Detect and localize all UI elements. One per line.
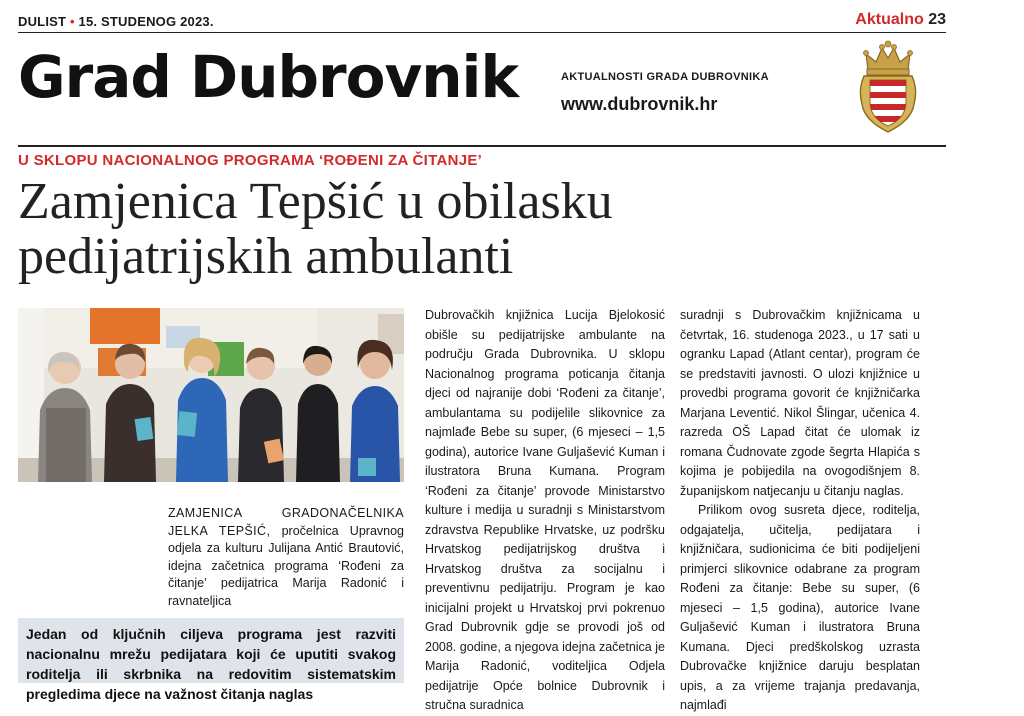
article-column-2	[425, 306, 665, 712]
separator-dot: •	[66, 14, 79, 29]
publication-info	[18, 14, 214, 29]
headline-line-2: pedijatrijskih ambulanti	[18, 228, 514, 285]
pull-quote: Jedan od ključnih ciljeva programa jest razviti nacionalnu mrežu pedijatara koji će uputiti svakog roditelja ili skrbnika na redovitim sistematskim pregledima djece na važnost čitanja naglas	[18, 618, 404, 683]
masthead-title: Grad Dubrovnik	[18, 43, 519, 111]
article-kicker: U SKLOPU NACIONALNOG PROGRAMA ‘ROĐENI ZA ČITANJE’	[18, 152, 483, 169]
column-2-text: Dubrovačkih knjižnica Lucija Bjelokosić obišle su pedijatrijske ambulante na području Grada Dubrovnika. U sklopu Nacionalnog programa poticanja čitanja djeci od najranije dobi ‘Rođeni za čitanje’, ambulantama su podijelile slikovnice za najmlađe Bebe su super, (6 mjeseci – 1,5 godina), autorice Ivane Guljašević Kuman i ilustratora Bruna Kumana. Program ‘Rođeni za čitanje’ provode Ministarstvo kulture i medija u suradnji s Ministarstvom zdravstva Republike Hrvatske, uz podršku Hrvatskog pedijatrijskog društva i Hrvatskog društva za socijalnu i preventivnu pedijatriju. Program je kao inicijalni projekt u Hrvatskoj prvi pokrenuo Grad Dubrovnik gdje se provodi još od 2008. godine, a njegova idejna začetnica je Marija Radonić, voditeljica Odjela pedijatrije Opće bolnice Dubrovnik i stručna suradnica	[425, 308, 665, 712]
website-link[interactable]: www.dubrovnik.hr	[561, 94, 718, 114]
masthead-divider	[18, 145, 946, 147]
headline-line-1: Zamjenica Tepšić u obilasku	[18, 173, 613, 230]
section-name: Aktualno	[855, 11, 924, 28]
article-photo	[18, 308, 404, 482]
photo-caption	[168, 505, 404, 610]
column-3-paragraph-1: suradnji s Dubrovačkim knjižnicama u četvrtak, 16. studenoga 2023., u 17 sati u ogranku Lapad (Atlant centar), program će se predstaviti javnosti. O ulozi knjižnice u provedbi programa govorit će knjižničarka Marjana Leventić. Nikol Šlingar, učenica 4. razreda OŠ Lapad čitat će ulomak iz romana Čudnovate zgode šegrta Hlapića s kojima je pobijedila na ovogodišnjem 8. županijskom natjecanju u čitanju naglas.	[680, 308, 920, 498]
dubrovnik-coat-of-arms-icon	[856, 40, 920, 136]
publication-date: 15. STUDENOG 2023.	[78, 14, 214, 29]
page-header	[18, 10, 946, 33]
masthead-tagline: AKTUALNOSTI GRADA DUBROVNIKA	[561, 71, 769, 83]
publication-name: DULIST	[18, 14, 67, 29]
page-number: 23	[928, 11, 946, 28]
article-column-3	[680, 306, 920, 712]
caption-text: pročelnica Upravnog odjela za kulturu Julijana Antić Brautović, idejna začetnica programa ‘Rođeni za čitanje’ pedijatrica Marija Radonić i ravnateljica	[168, 523, 404, 608]
column-3-paragraph-2: Prilikom ovog susreta djece, roditelja, odgajatelja, učitelja, pedijatara i knjižničara, sudionicima će biti podijeljeni primjerci slikovnice odabrane za program Rođeni za čitanje: Bebe su super, (6 mjeseci – 1,5 godina), autorice Ivane Guljašević Kuman i ilustratora Bruna Kumana. Djeci predškolskog uzrasta Dubrovačke knjižnice daruju besplatan upis, a za vrijeme trajanja predavanja, najmlađi	[680, 503, 920, 712]
caption-lead: ZAMJENICA GRADONAČELNIKA JELKA TEPŠIĆ,	[168, 506, 404, 538]
section-label	[855, 11, 946, 29]
article-headline[interactable]	[18, 174, 938, 284]
